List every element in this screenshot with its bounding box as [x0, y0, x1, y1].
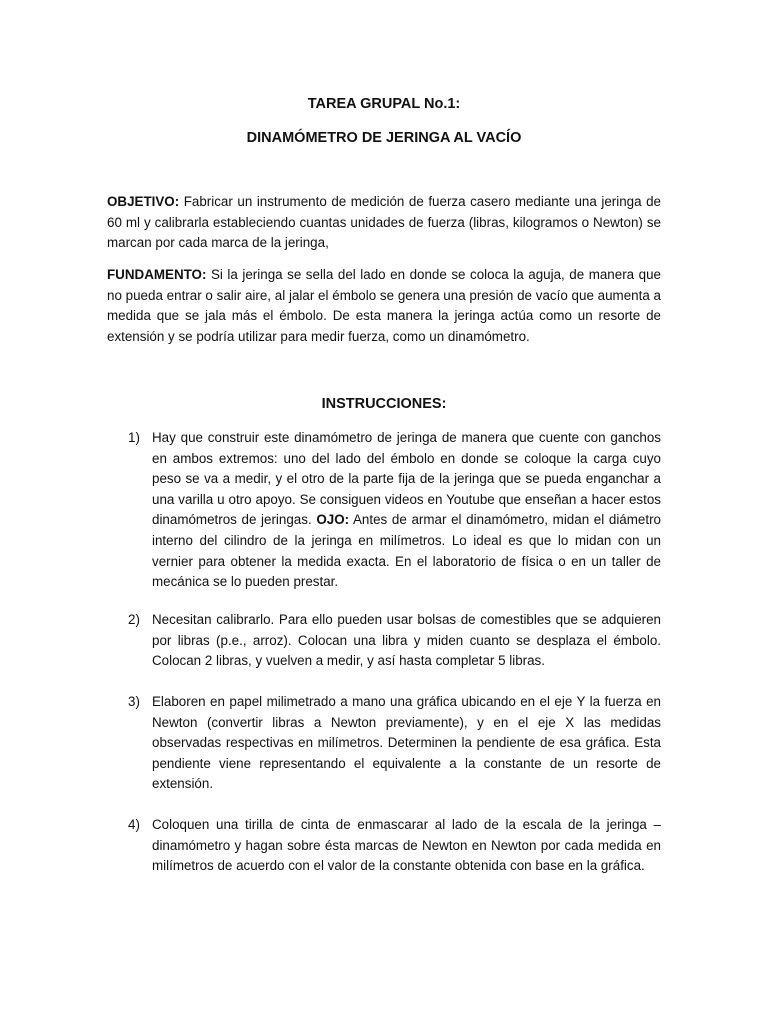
objetivo-label: OBJETIVO: — [107, 194, 180, 209]
document-subtitle: DINAMÓMETRO DE JERINGA AL VACÍO — [246, 130, 522, 146]
instruction-item-3 — [128, 692, 661, 795]
objetivo-paragraph — [107, 192, 661, 254]
fundamento-label: FUNDAMENTO: — [107, 267, 207, 282]
instrucciones-heading: INSTRUCCIONES: — [321, 396, 447, 412]
instruction-number: 3) — [128, 694, 140, 709]
instruction-number: 4) — [128, 817, 140, 832]
instruction-text — [152, 428, 661, 593]
instruction-text-part: Antes de armar el dinamómetro, midan el diámetro interno del cilindro de la jeringa en milímetros. Lo ideal es que lo midan con un vernier para obtener la medida exacta. En el laboratorio de física o en un taller de mecánica se lo pueden prestar. — [152, 512, 661, 590]
objetivo-text: Fabricar un instrumento de medición de fuerza casero mediante una jeringa de 60 ml y calibrarla estableciendo cuantas unidades de fuerza (libras, kilogramos o Newton) se marcan por cada marca de la jeringa, — [107, 194, 661, 251]
instruction-text: Elaboren en papel milimetrado a mano una gráfica ubicando en el eje Y la fuerza en Newton (convertir libras a Newton previamente), y en el eje X las medidas observadas respectivas en milímetros. Determinen la pendiente de esa gráfica. Esta pendiente viene representando el equivalente a la constante de un resorte de extensión. — [152, 694, 661, 792]
instruction-text-part: Hay que construir este dinamómetro de jeringa de manera que cuente con ganchos en ambos extremos: uno del lado del émbolo en donde se coloque la carga cuyo peso se va a medir, y el otro de la parte fija de la jeringa que se pueda enganchar a una varilla u otro apoyo. Se consiguen videos en Youtube que enseñan a hacer estos dinamómetros de jeringas. — [152, 430, 661, 528]
instruction-text: Coloquen una tirilla de cinta de enmascarar al lado de la escala de la jeringa – dinamómetro y hagan sobre ésta marcas de Newton en Newton por cada medida en milímetros de acuerdo con el valor de la constante obtenida con base en la gráfica. — [152, 817, 661, 874]
document-title: TAREA GRUPAL No.1: — [307, 96, 461, 112]
fundamento-text: Si la jeringa se sella del lado en donde se coloca la aguja, de manera que no pueda entrar o salir aire, al jalar el émbolo se genera una presión de vacío que aumenta a medida que se jala más el émbolo. De esta manera la jeringa actúa como un resorte de extensión y se podría utilizar para medir fuerza, como un dinamómetro. — [107, 267, 661, 344]
instruction-item-2 — [128, 610, 661, 672]
instruction-number: 1) — [128, 430, 140, 445]
instruction-number: 2) — [128, 612, 140, 627]
instruction-item-1 — [128, 428, 661, 593]
fundamento-paragraph — [107, 265, 661, 347]
instruction-item-4 — [128, 815, 661, 877]
instruction-text: Necesitan calibrarlo. Para ello pueden usar bolsas de comestibles que se adquieren por libras (p.e., arroz). Colocan una libra y miden cuanto se desplaza el émbolo. Colocan 2 libras, y vuelven a medir, y así hasta completar 5 libras. — [152, 612, 661, 669]
instruction-ojo-label: OJO: — [316, 512, 350, 528]
